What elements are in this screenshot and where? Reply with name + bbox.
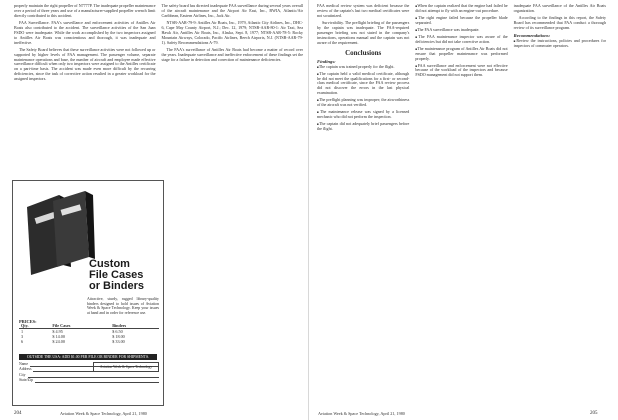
mail-to-text: Aviation Week & Space Technology [99,365,153,369]
table-cell: 6 [21,339,24,344]
right-column-3 [514,4,606,134]
recommendations-label: Recommendations: [513,32,551,38]
finding-item: ■ FAA surveillance and enforcement were not effective because of the workload of the inspectors and because FSDO management did not support them. [415,64,507,79]
price-table [19,323,159,344]
finding-item: ■ The right engine failed because the propeller blade separated. [415,16,507,26]
conclusions-heading: Conclusions [345,48,382,57]
field-label: State/Zip [19,378,33,383]
field-line [35,378,159,383]
column-header: Binders [110,323,159,329]
table-cell: 1 [21,329,24,334]
field-line [28,373,159,378]
right-column-1 [317,4,409,134]
order-field[interactable] [19,378,159,383]
finding-item: ■ The FAA maintenance inspector was aware of the deficiencies but did not take corrective action. [415,35,507,45]
finding-item: ■ The captain held a valid medical certificate, although he did not meet the qualifications for a first- or second-class medical certificate, since the FAA review process did not discover the errors in the last physical examination. [317,72,409,97]
finding-item: ■ The captain did not adequately brief passengers before the flight. [317,122,409,132]
paragraph: The Safety Board believes that these surveillance activities were not followed up or supported by higher levels of FAA management. The passenger volume, separate maintenance operations and base, the number of aircraft and employee made effective surveillance difficult when only two inspectors were assigned to the Antilles certificate on a part-time basis. The accident was made even more difficult by the recurring deficiencies, since the task of corrective action resulted in a greater workload for the assigned inspectors. [14,46,156,82]
column-header: Qty. [19,323,50,329]
table-cell: $ 6.50 [112,329,123,334]
finding-item: ■ When the captain realized that the engine had failed he did not attempt to fly with an engine-out procedure. [415,4,507,14]
table-cell: $ 4.95 [52,329,63,334]
paragraph: The safety board has directed inadequate FAA surveillance during several years overall of the aircraft maintenance and the Airport Air East, Inc., BWIA, Atlantic/Air Caribbean, Eastern Airlines, Inc., Jack Air. [161,3,303,18]
field-label: City [19,372,26,377]
paragraph: FAA medical review system was deficient because the review of the captain's last two medical certificates were not scrutinized. [317,3,410,18]
left-column-1 [14,4,156,84]
field-label: Name [19,362,29,366]
column-header: File Cases [50,323,110,329]
ad-description: Attractive, sturdy, rugged library-quality binders designed to hold issues of Aviation Week & Space Technology. Keep your issues at hand and in order for reference use. [87,297,159,316]
ad-title-line: File Cases [89,269,144,281]
shipping-note: OUTSIDE THE USA: ADD $1.00 PER FILE OR BINDER FOR SHIPMENTS. [19,354,157,360]
paragraph: properly maintain the right propeller of N7777P. The inadequate propeller maintenance over a period of three years and use of a manufacturer-supplied propeller wrench limit directly contributed to this accident. [14,3,156,18]
ad-title-line: or Binders [89,280,145,292]
right-page-footer: Aviation Week & Space Technology, April 21, 1980 [318,411,405,416]
findings-label: Findings: [317,58,336,64]
table-cell: 3 [21,334,24,339]
finding-item: ■ The maintenance program of Antilles Air Boats did not ensure that propeller maintenance was performed properly. [415,47,507,62]
binders-illustration [19,187,99,275]
left-page-footer: Aviation Week & Space Technology, April 21, 1980 [60,411,147,416]
paragraph: inadequate FAA surveillance of the Antilles Air Boats organization. [513,3,606,13]
paragraph: Survivability. The preflight briefing of the passengers by the captain was inadequate. The FAA-required passenger briefing was not stated in the company's instructions, operations manual and the captain was not aware of the requirement. [317,19,410,45]
finding-item: ■ The FAA surveillance was inadequate. [415,28,507,33]
paragraph: NTSB-AAR-79-9: Antilles Air Boats, Inc., 1979, Atlantic City Airlines, Inc., DHC-6, Cape May County Airport, N.J.; Dec. 12, 1979; NTSB-AAR-80-1: Air Taxi, Sea Hawk Air, Antilles Air Boats, Inc., Alaska, Sept. 8, 1977; NTSB-AAR-78-5: Rocky Mountain Airways, Colorado, Pacific Airlines, Beech Airports, N.J. (NTSB-AAR-79-1). Safety Recommendations A-79. [161,19,303,45]
table-cell: $ 33.00 [112,339,125,344]
paragraph: FAA Surveillance. FAA's surveillance and enforcement activities of Antilles Air Boats also contributed to the accident. The surveillance activities of the San Juan FSDO were inadequate. While the work accomplished by the two inspectors assigned to Antilles Air Boats was conscientious and thorough, it was inadequate and ineffective. [14,19,156,45]
mail-to-box [93,362,159,372]
finding-item: ■ The captain was trained properly for the flight. [317,65,409,70]
ad-title-line: Custom [89,258,130,270]
field-label: Address [19,367,32,372]
left-page-number: 204 [14,411,22,416]
paragraph: According to the findings in this report, the Safety Board has recommended that FAA conduct a thorough review of its surveillance program. [513,14,606,30]
prices-label: PRICES: [19,319,37,324]
finding-item: ■ The preflight planning was improper; the airworthiness of the aircraft was not verified. [317,98,409,108]
table-cell: $ 14.00 [52,334,65,339]
paragraph: The FAA's surveillance of Antilles Air Boats had become a matter of record over the years. Inadequate surveillance and ineffective enforcement of these findings set the stage for a failure in detection and correction of maintenance deficiencies. [161,46,303,62]
binder-advertisement [12,180,164,406]
left-column-2 [162,4,304,84]
right-page-number: 205 [590,411,598,416]
right-page [309,0,618,420]
table-cell: $ 18.00 [112,334,125,339]
table-row [19,339,159,344]
finding-item: ■ The maintenance release was signed by a licensed mechanic who did not perform the inspection. [317,110,409,120]
ad-title [89,259,144,292]
table-cell: $ 24.00 [52,339,65,344]
right-column-2 [415,4,507,134]
recommendation-item: ■ Review the instructions, policies and procedures for inspectors of commuter operators. [514,39,606,49]
